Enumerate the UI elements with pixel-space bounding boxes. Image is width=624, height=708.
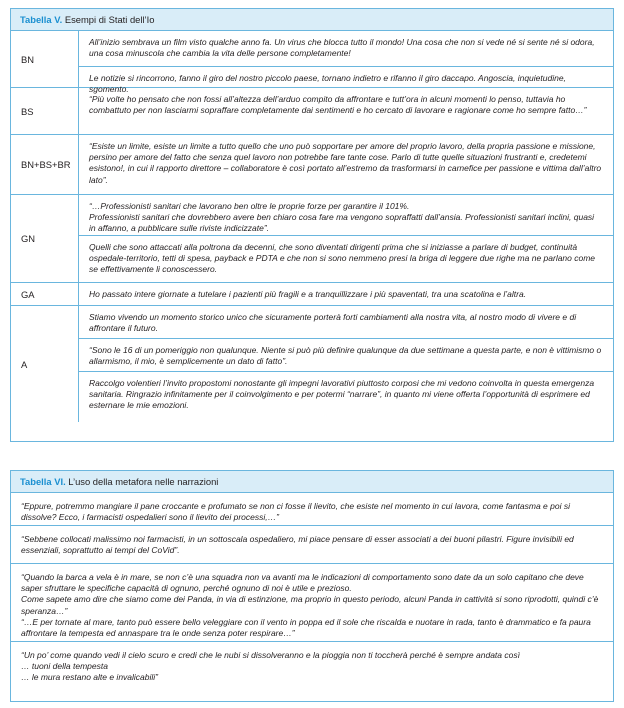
quote-cell: “Più volte ho pensato che non fossi all’altezza dell’arduo compito da affrontare e tutt’ora in alcuni momenti lo penso, tuttavia ho combattuto per non lasciarmi sopraffare completamente dai sentimenti e ho cercato di lavorare e ragionare come ho sempre fatto…” xyxy=(89,94,587,116)
row-label: GA xyxy=(11,283,79,305)
row-label: GN xyxy=(11,195,79,282)
table-v-title: Esempi di Stati dell’Io xyxy=(62,14,155,25)
quote-cell: Raccolgo volentieri l’invito propostomi nonostante gli impegni lavorativi piuttosto corposi che mi vedono coinvolta in questa emergenza sanitaria. Ringrazio infinitamente per il coinvolgimento e per potermi “narrare”, in quanto mi viene offerta l’opportunità di esprimere ed esternare le mie emozioni. xyxy=(89,378,595,411)
table-vi xyxy=(10,470,614,702)
row-label: BN+BS+BR xyxy=(11,135,79,194)
table-row xyxy=(11,31,613,95)
table-v xyxy=(10,8,614,442)
table-row xyxy=(11,135,613,195)
quote-cell: “Esiste un limite, esiste un limite a tutto quello che uno può sopportare per amore del proprio lavoro, della propria passione e missione, persino per amore del fatto che senza quel lavoro non potrebbe fare tante cose. Parlo di tutte quelle situazioni frustranti e, credetemi esistono!, in cui il rapporto direttore – collaboratore è così portato all’estremo da trasformarsi in carnefice per passione e vittima dall’altro lato”. xyxy=(89,141,602,185)
metaphor-quote: “Quando la barca a vela è in mare, se non c’è una squadra non va avanti ma le indicazioni di comportamento sono date da un solo capitano che deve saper sfruttare le specifiche capacità di ognuno, perché ognuno di noi è utile e prezioso. Come sapete amo dire che siamo come dei Panda, in via di estinzione, ma proprio in questo periodo, alcuni Panda in cattività si sono riprodotti, quindi c’è speranza…” “…E per tornate al mare, tanto può essere bello veleggiare con il vento in poppa ed il sole che riscalda e nuotare in rada, tanto è drammatico e fa paura affrontare la tempesta ed annaspare tra le onde senza poter respirare…” xyxy=(11,564,613,642)
table-vi-caption xyxy=(11,471,613,493)
table-v-caption xyxy=(11,9,613,31)
metaphor-quote: “Un po’ come quando vedi il cielo scuro e credi che le nubi si dissolveranno e la pioggia non ti toccherà perché è sempre andata così … tuoni della tempesta … le mura restano alte e invalicabili” xyxy=(21,650,520,683)
quote-cell: Stiamo vivendo un momento storico unico che sicuramente porterà forti cambiamenti alla nostra vita, al nostro modo di vivere e di affrontare il futuro. xyxy=(79,306,613,339)
metaphor-quote: “Sebbene collocati malissimo noi farmacisti, in un sottoscala ospedaliero, mi piace pensare di esser associati a dei buoni pilastri. Figure invisibili ed essenziali, soprattutto ai tempi del CoVid”. xyxy=(11,526,613,564)
row-label: A xyxy=(11,306,79,422)
quote-cell: Quelli che sono attaccati alla poltrona da decenni, che sono diventati dirigenti prima che si iniziasse a parlare di budget, continuità ospedale-territorio, tetti di spesa, payback e PDTA e che non si sono nemmeno presi la briga di leggere due righe ma ne parlano come se effettivamente li conoscessero. xyxy=(89,242,596,275)
quote-cell: Le notizie si rincorrono, fanno il giro del nostro piccolo paese, tornano indietro e rifanno il giro daccapo. Angoscia, inquietudine, sgomento. xyxy=(89,73,566,95)
table-row xyxy=(11,195,613,283)
row-label: BN xyxy=(11,31,79,87)
table-vi-label: Tabella VI. xyxy=(20,476,66,487)
table-vi-title: L’uso della metafora nelle narrazioni xyxy=(65,476,219,487)
table-row xyxy=(11,283,613,306)
table-row xyxy=(11,88,613,135)
quote-cell: “Sono le 16 di un pomeriggio non qualunque. Niente si può più definire qualunque da due settimane a questa parte, e non è vittimismo o allarmismo, il mio, è semplicemente un dato di fatto”. xyxy=(79,339,613,372)
row-label: BS xyxy=(11,88,79,134)
metaphor-quote: “Eppure, potremmo mangiare il pane croccante e profumato se non ci fosse il lievito, che esiste nel momento in cui lavora, come fantasma e poi si dissolve? Ecco, i farmacisti ospedalieri sono il lievito dei processi,…” xyxy=(11,493,613,526)
table-row xyxy=(11,306,613,422)
quote-cell: All’inizio sembrava un film visto qualche anno fa. Un virus che blocca tutto il mondo! Una cosa che non si vede né si sente né si odora, una cosa minuscola che cambia la vita delle persone completamente! xyxy=(79,31,613,67)
quote-cell: Ho passato intere giornate a tutelare i pazienti più fragili e a tranquillizzare i più spaventati, tra una scatolina e l’altra. xyxy=(89,289,527,299)
table-v-label: Tabella V. xyxy=(20,14,63,25)
quote-cell: “…Professionisti sanitari che lavorano ben oltre le proprie forze per garantire il 101%. Professionisti sanitari che dovrebbero avere ben chiaro cosa fare ma vengono sopraffatti dall’ansia. Professionisti sanitari inclini, quasi in affanno, a pubblicare sulle riviste indicizzate”. xyxy=(79,195,613,236)
